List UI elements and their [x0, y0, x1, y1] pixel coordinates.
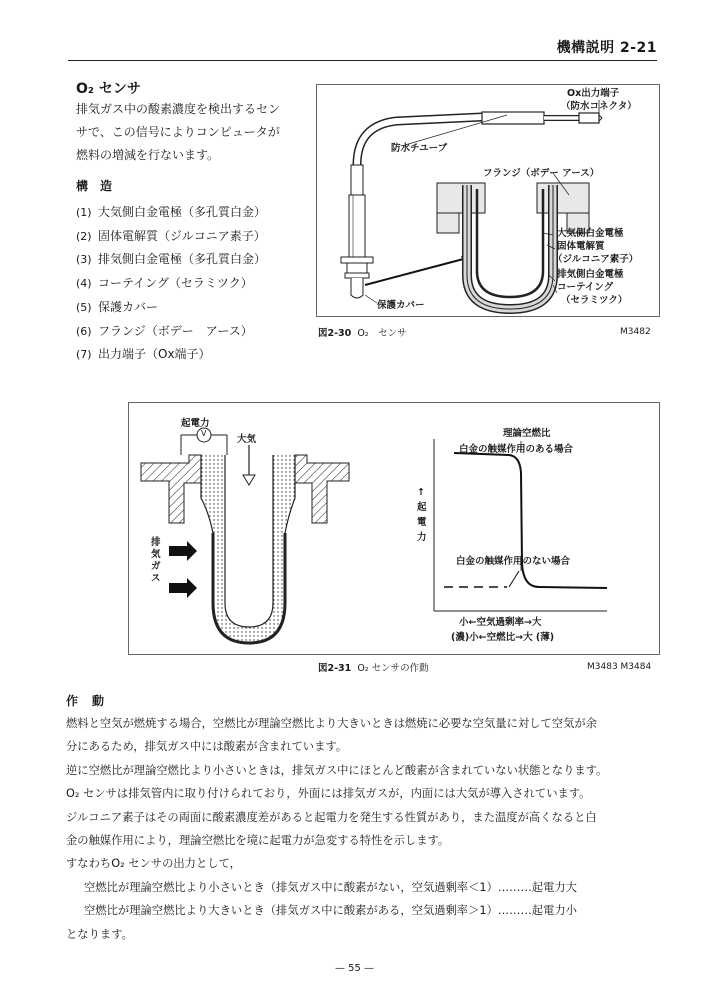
item-text: コーテイング（セラミツク）	[98, 276, 253, 291]
label-atmosphere: 大気	[237, 434, 257, 445]
body-line: 逆に空燃比が理論空燃比より小さいときは，排気ガス中にほとんど酸素が含まれていない状態となります。	[66, 763, 608, 777]
voltmeter-icon: V	[201, 429, 207, 438]
o2-operation-drawing	[129, 403, 659, 654]
label-waterproof-connector: （防水コネクタ）	[561, 101, 637, 112]
y-axis-char: 起	[417, 502, 427, 513]
intro-line: 排気ガス中の酸素濃度を検出するセン	[76, 102, 281, 116]
page-header-title: 機構説明 2-21	[556, 40, 657, 56]
parts-list-item	[76, 225, 266, 249]
y-axis-char: 力	[417, 532, 427, 543]
label-waterproof-tube: 防水チユーブ	[391, 143, 448, 154]
body-line: すなわちO₂ センサの出力として，	[66, 857, 241, 871]
figure1-number: 図2-30	[318, 328, 352, 339]
label-solid-electrolyte: 固体電解質	[557, 241, 605, 252]
label-stoich: 理論空燃比	[503, 428, 551, 439]
figure1-title: O₂ センサ	[357, 328, 407, 339]
label-exhaust-gas-char: ス	[151, 573, 161, 584]
y-axis-char: 電	[417, 517, 427, 528]
body-line: 空燃比が理論空燃比より大きいとき（排気ガス中に酸素がある，空気過剰率＞1）………起電力小	[84, 904, 577, 918]
operation-body	[66, 712, 666, 946]
structure-heading: 構造	[76, 179, 125, 193]
parts-list-item	[76, 272, 266, 296]
item-number: (3)	[76, 253, 92, 267]
label-x-axis-2: (濃)小←空燃比→大 (薄)	[451, 632, 555, 643]
intro-line: 燃料の増減を行ないます。	[76, 148, 220, 162]
label-x-axis-1: 小←空気過剰率→大	[459, 617, 542, 628]
parts-list	[76, 201, 266, 367]
body-line: 分にあるため，排気ガス中には酸素が含まれています。	[66, 740, 348, 754]
parts-list-item	[76, 248, 266, 272]
parts-list-item	[76, 201, 266, 225]
item-text: 出力端子（Ox端子）	[98, 347, 211, 362]
parts-list-item	[76, 296, 266, 320]
label-output-terminal: Ox出力端子	[567, 88, 620, 99]
body-line: 金の触媒作用により，理論空燃比を境に起電力が急変する特性を示します。	[66, 834, 450, 848]
label-exhaust-gas-char: ガ	[151, 561, 161, 572]
label-zirconia: （ジルコニア素子）	[553, 254, 639, 265]
label-exhaust-electrode: 排気側白金電極	[557, 269, 624, 280]
item-number: (7)	[76, 348, 92, 362]
item-number: (4)	[76, 277, 92, 291]
y-axis-char: ↑	[417, 487, 425, 498]
header-rule	[68, 60, 657, 61]
item-text: フランジ（ボデー アース）	[98, 323, 253, 338]
body-line: 空燃比が理論空燃比より小さいとき（排気ガス中に酸素がない，空気過剰率＜1）………起電力大	[84, 880, 577, 894]
figure1-code: M3482	[620, 327, 651, 337]
label-exhaust-gas-char: 気	[151, 549, 161, 560]
section-intro	[76, 98, 306, 167]
figure2-code: M3483 M3484	[587, 662, 652, 672]
label-without-catalysis: 白金の触媒作用のない場合	[456, 556, 571, 567]
figure2-caption	[318, 660, 429, 674]
item-text: 排気側白金電極（多孔質白金）	[98, 252, 267, 267]
intro-line: サで、この信号によりコンピュータが	[76, 125, 280, 139]
label-protective-cover: 保護カバー	[377, 300, 425, 311]
page-number: — 55 —	[334, 963, 375, 974]
label-ceramic: （セラミツク）	[561, 295, 628, 306]
item-number: (2)	[76, 229, 92, 243]
parts-list-item	[76, 343, 266, 367]
body-line: 燃料と空気が燃焼する場合，空燃比が理論空燃比より大きいときは燃焼に必要な空気量に対して空気が余	[66, 717, 597, 730]
item-number: (6)	[76, 324, 92, 338]
item-text: 固体電解質（ジルコニア素子）	[98, 228, 266, 243]
item-number: (5)	[76, 300, 92, 314]
figure-o2-sensor	[316, 84, 660, 317]
section-title: O₂ センサ	[76, 81, 141, 97]
item-text: 保護カバー	[98, 299, 159, 314]
figure-o2-operation	[128, 402, 660, 655]
body-line: ジルコニア素子はその両面に酸素濃度差があると起電力を発生する性質があり，また温度が高くなると白	[66, 810, 597, 824]
label-atm-electrode: 大気側白金電極	[557, 228, 624, 239]
body-line: となります。	[66, 927, 133, 941]
label-exhaust-gas	[151, 537, 161, 585]
item-number: (1)	[76, 206, 92, 219]
label-exhaust-gas-char: 排	[151, 537, 161, 548]
body-line: O₂ センサは排気管内に取り付けられており，外面には排気ガスが，内面には大気が導入されています。	[66, 787, 591, 801]
figure1-caption	[318, 325, 407, 339]
label-flange: フランジ（ボデー アース）	[483, 168, 600, 179]
label-y-axis	[417, 485, 427, 545]
label-with-catalysis: 白金の触媒作用のある場合	[459, 444, 574, 455]
figure2-number: 図2-31	[318, 663, 352, 674]
label-coating: コーテイング	[557, 282, 614, 293]
operation-heading: 作動	[66, 694, 119, 708]
label-emf: 起電力	[181, 418, 210, 429]
item-text: 大気側白金電極（多孔質白金）	[98, 205, 267, 219]
figure2-title: O₂ センサの作動	[357, 663, 429, 674]
parts-list-item	[76, 320, 266, 344]
